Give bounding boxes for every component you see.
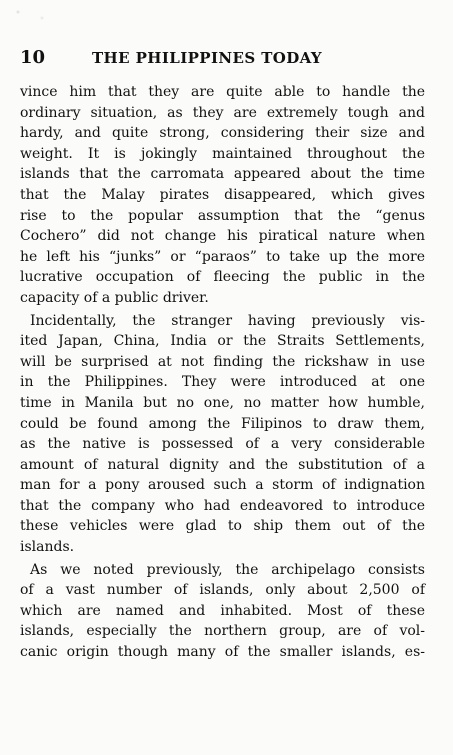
text-line: Incidentally, the stranger having previously vis- — [30, 312, 425, 329]
page-header — [20, 47, 433, 71]
text-line: these vehicles were glad to ship them out of the — [20, 518, 425, 535]
text-line: will be surprised at not finding the rickshaw in use — [20, 353, 425, 370]
text-line: of a vast number of islands, only about 2,500 of — [20, 582, 425, 599]
text-line: ited Japan, China, India or the Straits Settlements, — [20, 333, 425, 350]
paragraph-3 — [20, 560, 425, 663]
text-line: ordinary situation, as they are extremely tough and — [20, 104, 425, 121]
text-line: As we noted previously, the archipelago consists — [30, 561, 425, 578]
text-line: could be found among the Filipinos to draw them, — [20, 415, 425, 432]
text-line: which are named and inhabited. Most of these — [20, 602, 425, 619]
text-line: amount of natural dignity and the substitution of a — [20, 456, 425, 473]
text-line: capacity of a public driver. — [20, 289, 209, 306]
body-text — [20, 82, 425, 663]
text-line: vince him that they are quite able to handle the — [20, 84, 425, 100]
page-speckle — [0, 0, 60, 30]
text-line: islands. — [20, 539, 75, 556]
text-line: weight. It is jokingly maintained throughout the — [20, 145, 425, 162]
text-line: as the native is possessed of a very considerable — [20, 436, 425, 453]
text-line: canic origin though many of the smaller islands, es- — [20, 644, 425, 661]
page-number: 10 — [20, 47, 46, 68]
text-line: that the company who had endeavored to introduce — [20, 497, 425, 514]
running-title: THE PHILIPPINES TODAY — [92, 49, 323, 67]
text-line: rise to the popular assumption that the “genus — [20, 207, 425, 224]
text-line: lucrative occupation of fleecing the public in the — [20, 269, 425, 286]
text-line: islands that the carromata appeared about the time — [20, 166, 425, 183]
text-line: in the Philippines. They were introduced at one — [20, 374, 425, 391]
text-line: time in Manila but no one, no matter how humble, — [20, 394, 425, 411]
paragraph-2 — [20, 311, 425, 558]
text-line: he left his “junks” or “paraos” to take up the more — [20, 248, 425, 265]
text-line: that the Malay pirates disappeared, which gives — [20, 186, 425, 203]
text-line: hardy, and quite strong, considering their size and — [20, 125, 425, 142]
text-line: man for a pony aroused such a storm of indignation — [20, 477, 425, 494]
text-line: Cochero” did not change his piratical nature when — [20, 228, 425, 245]
paragraph-1 — [20, 82, 425, 309]
text-line: islands, especially the northern group, are of vol- — [20, 623, 425, 640]
